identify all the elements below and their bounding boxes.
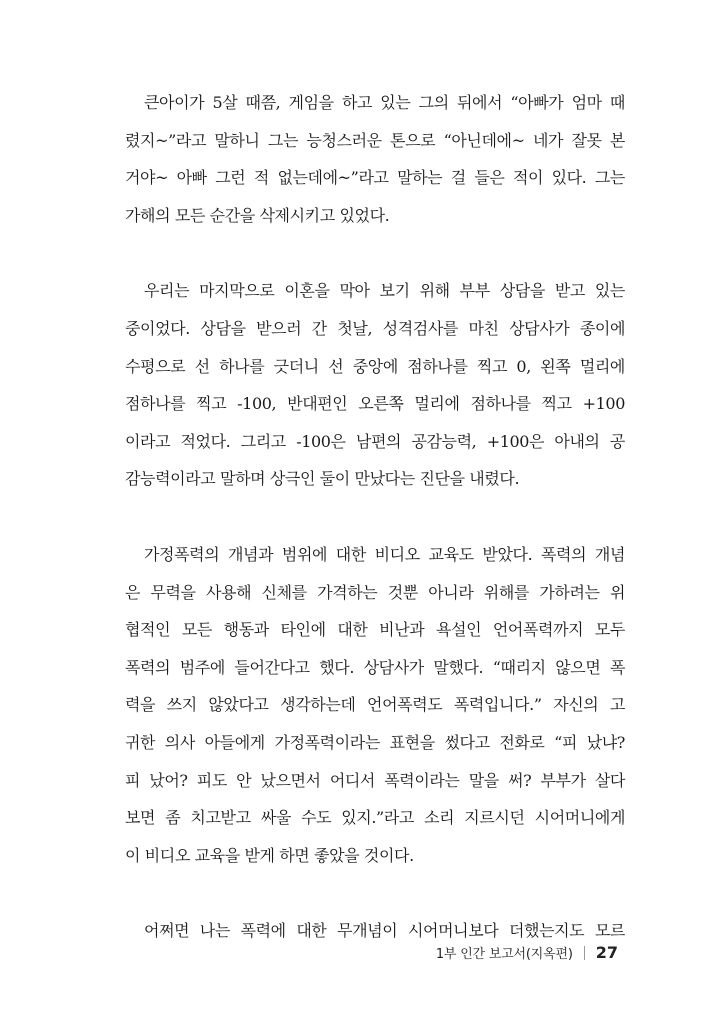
text-line: 렸지~”라고 말하니 그는 능청스러운 톤으로 “아닌데에~ 네가 잘못 본 xyxy=(125,130,625,150)
text-line: 거야~ 아빠 그런 적 없는데에~”라고 말하는 걸 들은 적이 있다. 그는 xyxy=(125,168,625,188)
paragraph-gap xyxy=(125,234,625,272)
paragraph-gap xyxy=(125,874,625,912)
text-line: 감능력이라고 말하며 상극인 둘이 만났다는 진단을 내렸다. xyxy=(125,469,520,489)
text-line: 가정폭력의 개념과 범위에 대한 비디오 교육도 받았다. 폭력의 개념 xyxy=(144,544,625,564)
text-line: 큰아이가 5살 때쯤, 게임을 하고 있는 그의 뒤에서 “아빠가 엄마 때 xyxy=(144,93,625,112)
running-title: 1부 인간 보고서(지옥편) xyxy=(435,947,573,962)
page-footer xyxy=(436,943,618,962)
text-line: 이라고 적었다. 그리고 -100은 남편의 공감능력, +100은 아내의 공 xyxy=(125,431,625,451)
text-line: 이 비디오 교육을 받게 하면 좋았을 것이다. xyxy=(125,845,414,865)
paragraph-1 xyxy=(125,84,625,234)
paragraph-3 xyxy=(125,536,625,874)
body-text xyxy=(125,84,625,950)
text-line: 어쩌면 나는 폭력에 대한 무개념이 시어머니보다 더했는지도 모르 xyxy=(144,921,625,941)
text-line: 피 났어? 피도 안 났으면서 어디서 폭력이라는 말을 써? 부부가 살다 xyxy=(125,770,625,790)
text-line: 력을 쓰지 않았다고 생각하는데 언어폭력도 폭력입니다.” 자신의 고 xyxy=(125,695,625,715)
text-line: 은 무력을 사용해 신체를 가격하는 것뿐 아니라 위해를 가하려는 위 xyxy=(125,582,625,602)
text-line: 점하나를 찍고 -100, 반대편인 오른쪽 멀리에 점하나를 찍고 +100 xyxy=(125,394,625,414)
text-line: 수평으로 선 하나를 긋더니 선 중앙에 점하나를 찍고 0, 왼쪽 멀리에 xyxy=(125,356,625,376)
paragraph-gap xyxy=(125,498,625,536)
text-line: 귀한 의사 아들에게 가정폭력이라는 표현을 썼다고 전화로 “피 났냐? xyxy=(125,732,625,752)
text-line: 가해의 모든 순간을 삭제시키고 있었다. xyxy=(125,205,390,225)
text-line: 폭력의 범주에 들어간다고 했다. 상담사가 말했다. “때리지 않으면 폭 xyxy=(125,657,625,677)
text-line: 보면 좀 치고받고 싸울 수도 있지.”라고 소리 지르시던 시어머니에게 xyxy=(125,808,625,828)
text-line: 우리는 마지막으로 이혼을 막아 보기 위해 부부 상담을 받고 있는 xyxy=(144,281,625,301)
footer-divider xyxy=(584,946,585,960)
paragraph-2 xyxy=(125,272,625,498)
page-number: 27 xyxy=(595,943,618,962)
text-line: 협적인 모든 행동과 타인에 대한 비난과 욕설인 언어폭력까지 모두 xyxy=(125,620,625,640)
text-line: 중이었다. 상담을 받으러 간 첫날, 성격검사를 마친 상담사가 종이에 xyxy=(125,318,625,338)
